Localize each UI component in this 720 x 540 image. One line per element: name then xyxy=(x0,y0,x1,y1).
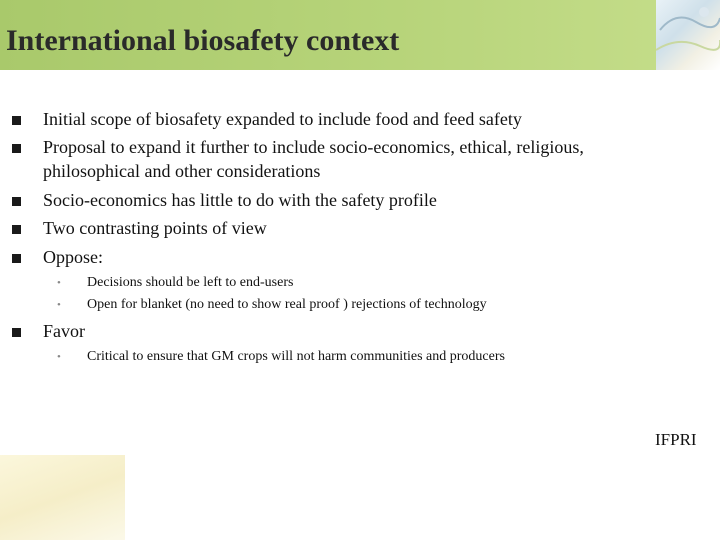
dot-bullet-icon: • xyxy=(57,351,61,363)
square-bullet-icon xyxy=(12,328,21,337)
bullet-text: Oppose: xyxy=(43,247,103,267)
square-bullet-icon xyxy=(12,225,21,234)
bullet-text: Socio-economics has little to do with the safety profile xyxy=(43,190,437,210)
square-bullet-icon xyxy=(12,116,21,125)
square-bullet-icon xyxy=(12,197,21,206)
dot-bullet-icon: • xyxy=(57,277,61,289)
sub-bullet-text: Decisions should be left to end-users xyxy=(87,275,294,290)
square-bullet-icon xyxy=(12,254,21,263)
bullet-text: Two contrasting points of view xyxy=(43,218,267,238)
sub-bullet-text: Critical to ensure that GM crops will not harm communities and producers xyxy=(87,349,505,364)
bullet-text: Favor xyxy=(43,321,85,341)
bullet-text-continued: philosophical and other considerations xyxy=(43,161,321,181)
sub-bullet-text: Open for blanket (no need to show real proof ) rejections of technology xyxy=(87,297,487,312)
bullet-text: Proposal to expand it further to include socio-economics, ethical, religious, xyxy=(43,137,584,157)
square-bullet-icon xyxy=(12,144,21,153)
slide-title: International biosafety context xyxy=(6,24,400,57)
dot-bullet-icon: • xyxy=(57,299,61,311)
bullet-text: Initial scope of biosafety expanded to include food and feed safety xyxy=(43,109,522,129)
footer-label: IFPRI xyxy=(655,430,697,449)
